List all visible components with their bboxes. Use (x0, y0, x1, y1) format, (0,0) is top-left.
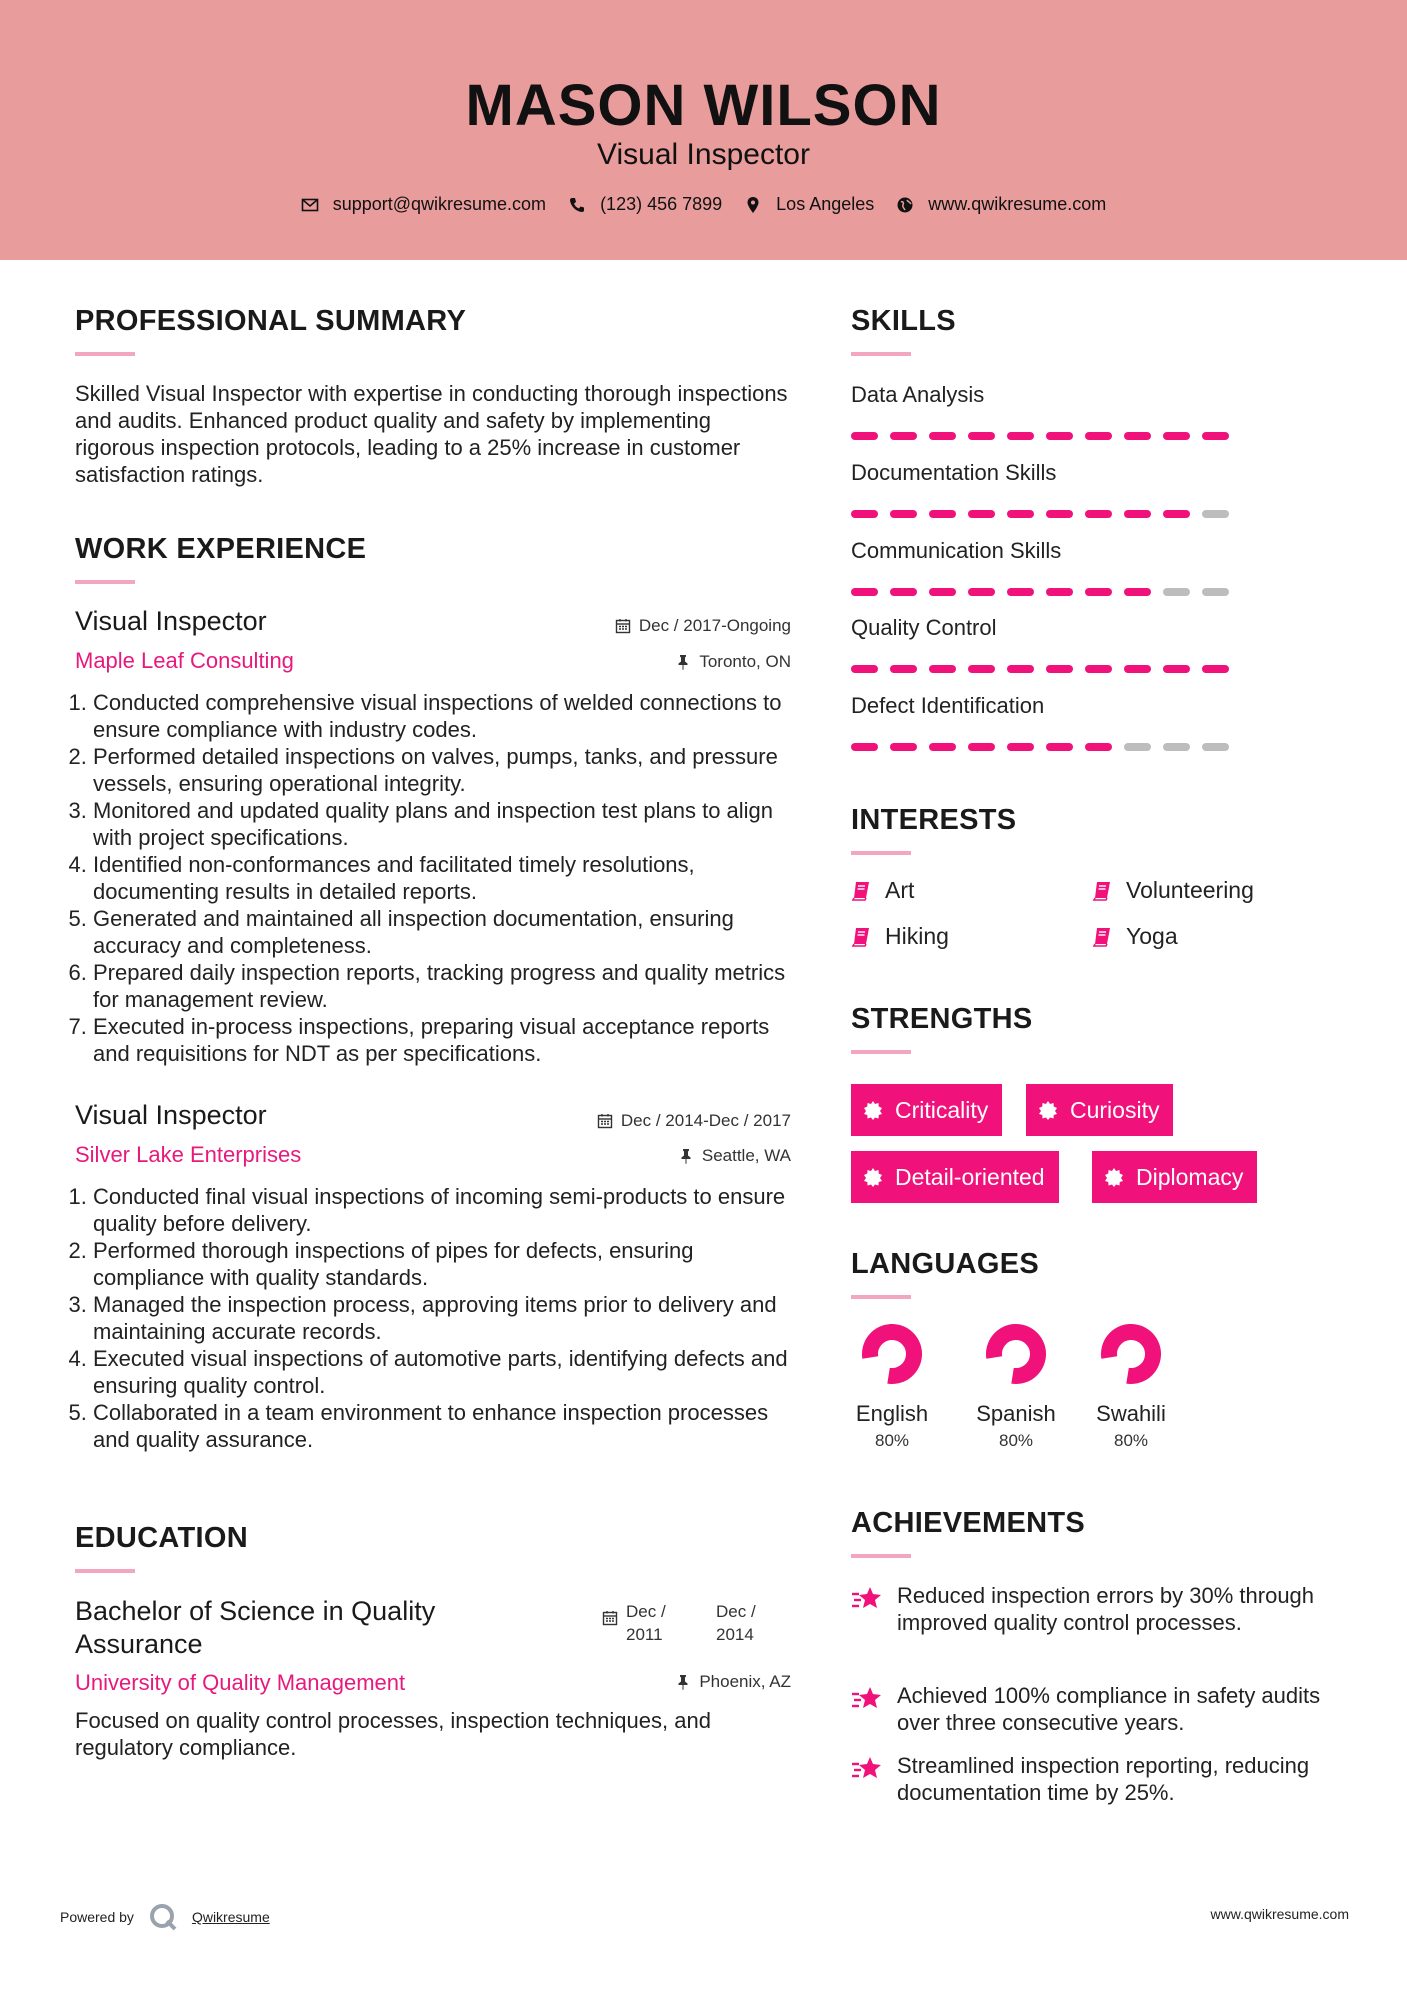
language-ring (860, 1322, 924, 1386)
skill-dash-empty (1163, 588, 1190, 596)
education-degree: Bachelor of Science in Quality Assurance (75, 1596, 436, 1659)
skill-dash-filled (1085, 510, 1112, 518)
skill-dash-filled (1202, 432, 1229, 440)
job-1-bullets (75, 689, 800, 1067)
experience-underline (75, 580, 135, 584)
skill-dash-filled (851, 588, 878, 596)
languages-heading: LANGUAGES (851, 1248, 1039, 1280)
contact-location (744, 194, 874, 215)
skill-dash-filled (1007, 665, 1034, 673)
skill-dash-filled (890, 510, 917, 518)
strength-label: Diplomacy (1136, 1163, 1244, 1190)
language-progress-arc (994, 1332, 1038, 1376)
interest-item (851, 923, 949, 950)
interest-label: Yoga (1126, 923, 1178, 949)
star-badge-icon (851, 1584, 883, 1614)
skill-dash-filled (929, 432, 956, 440)
skill-dash-filled (968, 432, 995, 440)
footer-powered-by (60, 1902, 270, 1932)
education-date-end: Dec / 2014 (716, 1602, 756, 1644)
skill-label: Documentation Skills (851, 460, 1057, 485)
skill-dash-filled (1085, 665, 1112, 673)
strength-chip (851, 1084, 1002, 1136)
language-percent: 80% (874, 1431, 910, 1450)
job-1-bullet: 2. Performed detailed inspections on valves, pumps, tanks, and pressure vessels, ensuring operational integrity. (93, 743, 800, 797)
job-1-location-text: Toronto, ON (699, 652, 791, 671)
map-pin-icon (744, 196, 762, 214)
interest-label: Art (885, 877, 915, 903)
skill-dash-filled (1163, 432, 1190, 440)
skill-dash-filled (1007, 743, 1034, 751)
skill-dash-filled (890, 665, 917, 673)
skill-dash-filled (1046, 588, 1073, 596)
job-1-location (675, 652, 791, 672)
interest-label: Hiking (885, 923, 949, 949)
achievement-text: Achieved 100% compliance in safety audits over three consecutive years. (897, 1683, 1321, 1735)
skill-dash-filled (1007, 510, 1034, 518)
skill-rating (851, 432, 1229, 440)
education-location (675, 1672, 791, 1692)
skill-dash-filled (890, 432, 917, 440)
job-1-bullet: 7. Executed in-process inspections, preparing visual acceptance reports and requisitions for NDT as per specifications. (93, 1013, 800, 1067)
skill-dash-filled (929, 743, 956, 751)
education-school: University of Quality Management (75, 1670, 406, 1695)
interest-label: Volunteering (1126, 877, 1254, 903)
job-2-date-text: Dec / 2014-Dec / 2017 (620, 1111, 791, 1130)
education-date-start: Dec / 2011 (626, 1602, 666, 1644)
languages-underline (851, 1295, 911, 1299)
skill-dash-filled (968, 510, 995, 518)
job-2-location-text: Seattle, WA (701, 1146, 791, 1165)
language-ring (1099, 1322, 1163, 1386)
envelope-icon (301, 196, 319, 214)
job-1-bullet: 4. Identified non-conformances and facilitated timely resolutions, documenting results in detailed reports. (93, 851, 800, 905)
job-2-bullet: 2. Performed thorough inspections of pipes for defects, ensuring compliance with quality standards. (93, 1237, 800, 1291)
skill-dash-filled (968, 665, 995, 673)
job-2-location (678, 1146, 791, 1166)
job-2-bullet: 3. Managed the inspection process, approving items prior to delivery and maintaining accurate records. (93, 1291, 800, 1345)
interests-heading: INTERESTS (851, 804, 1017, 836)
contact-website[interactable] (896, 194, 1106, 215)
candidate-name: MASON WILSON (465, 73, 942, 138)
achievement-text: Streamlined inspection reporting, reducing documentation time by 25%. (897, 1753, 1310, 1805)
job-1-bullet: 5. Generated and maintained all inspection documentation, ensuring accuracy and completeness. (93, 905, 800, 959)
job-2-title: Visual Inspector (75, 1100, 267, 1130)
job-1-bullet: 1. Conducted comprehensive visual inspections of welded connections to ensure compliance with industry codes. (93, 689, 800, 743)
language-name: English (855, 1401, 929, 1426)
skill-label: Quality Control (851, 615, 997, 640)
pushpin-icon (675, 1674, 691, 1690)
skill-dash-filled (968, 743, 995, 751)
skill-dash-filled (1124, 588, 1151, 596)
skill-dash-filled (1085, 432, 1112, 440)
book-icon (851, 926, 871, 948)
location-text: Los Angeles (776, 194, 875, 214)
job-2-bullet: 1. Conducted final visual inspections of incoming semi-products to ensure quality before delivery. (93, 1183, 800, 1237)
strength-label: Curiosity (1070, 1096, 1160, 1123)
language-percent: 80% (1113, 1431, 1149, 1450)
language-item (1076, 1322, 1186, 1451)
skill-dash-filled (1085, 743, 1112, 751)
education-underline (75, 1569, 135, 1573)
summary-underline (75, 352, 135, 356)
skill-dash-empty (1163, 743, 1190, 751)
language-item (961, 1322, 1071, 1451)
skill-dash-filled (1046, 665, 1073, 673)
interest-item (1092, 923, 1178, 950)
skill-label: Data Analysis (851, 382, 985, 407)
skill-dash-empty (1202, 743, 1229, 751)
calendar-icon (615, 618, 631, 634)
badge-icon (863, 1100, 883, 1120)
contact-phone[interactable] (568, 194, 722, 215)
strength-chip (1092, 1151, 1257, 1203)
summary-heading: PROFESSIONAL SUMMARY (75, 305, 467, 337)
job-1-company: Maple Leaf Consulting (75, 648, 294, 673)
skill-dash-filled (851, 432, 878, 440)
achievement-item (851, 1582, 1331, 1636)
job-2-bullet: 5. Collaborated in a team environment to enhance inspection processes and quality assurance. (93, 1399, 800, 1453)
skill-rating (851, 510, 1229, 518)
skill-dash-filled (1163, 510, 1190, 518)
job-2-company: Silver Lake Enterprises (75, 1142, 302, 1167)
footer-url[interactable]: www.qwikresume.com (1210, 1906, 1349, 1922)
skill-rating (851, 588, 1229, 596)
skill-dash-filled (1085, 588, 1112, 596)
achievement-text: Reduced inspection errors by 30% through improved quality control processes. (897, 1583, 1315, 1635)
job-1-date-text: Dec / 2017-Ongoing (638, 616, 791, 635)
skill-dash-filled (890, 588, 917, 596)
skill-dash-filled (1007, 588, 1034, 596)
pushpin-icon (675, 654, 691, 670)
skill-dash-filled (1007, 432, 1034, 440)
skill-dash-filled (968, 588, 995, 596)
website-text: www.qwikresume.com (928, 194, 1107, 214)
skill-dash-filled (929, 588, 956, 596)
achievement-item (851, 1752, 1331, 1806)
skill-label: Defect Identification (851, 693, 1045, 718)
star-badge-icon (851, 1684, 883, 1714)
strengths-heading: STRENGTHS (851, 1003, 1033, 1035)
language-item (837, 1322, 947, 1451)
language-ring (984, 1322, 1048, 1386)
skill-label: Communication Skills (851, 538, 1062, 563)
interest-item (851, 877, 914, 904)
skill-dash-filled (1046, 743, 1073, 751)
job-1-date (615, 616, 791, 636)
skill-dash-filled (1124, 665, 1151, 673)
strengths-underline (851, 1050, 911, 1054)
achievements-heading: ACHIEVEMENTS (851, 1507, 1086, 1539)
skill-dash-empty (1202, 588, 1229, 596)
badge-icon (863, 1167, 883, 1187)
skill-dash-filled (851, 665, 878, 673)
calendar-icon (597, 1113, 613, 1129)
skill-dash-filled (1202, 665, 1229, 673)
phone-text: (123) 456 7899 (600, 194, 723, 214)
skill-dash-filled (929, 510, 956, 518)
skill-dash-empty (1124, 743, 1151, 751)
skill-dash-filled (929, 665, 956, 673)
skill-rating (851, 665, 1229, 673)
strength-label: Detail-oriented (895, 1163, 1045, 1190)
globe-icon (896, 196, 914, 214)
skill-dash-filled (1046, 432, 1073, 440)
achievements-underline (851, 1554, 911, 1558)
qwikresume-link[interactable]: Qwikresume (191, 1909, 270, 1925)
qwikresume-logo-icon (148, 1902, 178, 1932)
skill-dash-filled (851, 510, 878, 518)
powered-by-label: Powered by (60, 1909, 134, 1925)
phone-icon (568, 196, 586, 214)
education-description: Focused on quality control processes, inspection techniques, and regulatory compliance. (75, 1708, 711, 1760)
summary-text: Skilled Visual Inspector with expertise in conducting thorough inspections and audits. Enhanced product quality and safety by implementing rigorous inspection protocols, leading to a 25% increase in customer satisfaction ratings. (75, 381, 788, 487)
pushpin-icon (678, 1148, 694, 1164)
skill-dash-empty (1202, 510, 1229, 518)
badge-icon (1038, 1100, 1058, 1120)
job-1-bullet: 6. Prepared daily inspection reports, tracking progress and quality metrics for management review. (93, 959, 800, 1013)
contact-bar (0, 194, 1407, 215)
language-percent: 80% (998, 1431, 1034, 1450)
job-1-title: Visual Inspector (75, 606, 267, 636)
achievement-item (851, 1682, 1331, 1736)
calendar-icon (602, 1610, 618, 1626)
education-location-text: Phoenix, AZ (699, 1672, 791, 1691)
interest-item (1092, 877, 1254, 904)
badge-icon (1104, 1167, 1124, 1187)
language-name: Swahili (1096, 1401, 1166, 1426)
skills-underline (851, 352, 911, 356)
education-heading: EDUCATION (75, 1522, 248, 1554)
job-2-date (597, 1111, 791, 1131)
resume-header (0, 0, 1407, 260)
language-progress-arc (870, 1332, 914, 1376)
skill-dash-filled (1124, 510, 1151, 518)
star-badge-icon (851, 1754, 883, 1784)
skill-dash-filled (1046, 510, 1073, 518)
strength-label: Criticality (895, 1096, 989, 1123)
experience-heading: WORK EXPERIENCE (75, 533, 367, 565)
interests-underline (851, 851, 911, 855)
language-name: Spanish (976, 1401, 1056, 1426)
job-2-bullet: 4. Executed visual inspections of automotive parts, identifying defects and ensuring quality control. (93, 1345, 800, 1399)
skill-dash-filled (851, 743, 878, 751)
strength-chip (851, 1151, 1059, 1203)
contact-email[interactable] (301, 194, 546, 215)
skill-rating (851, 743, 1229, 751)
book-icon (1092, 926, 1112, 948)
education-dates (602, 1600, 776, 1646)
language-progress-arc (1109, 1332, 1153, 1376)
job-2-bullets (75, 1183, 800, 1453)
email-text: support@qwikresume.com (332, 194, 547, 214)
skill-dash-filled (1163, 665, 1190, 673)
skill-dash-filled (890, 743, 917, 751)
book-icon (1092, 880, 1112, 902)
book-icon (851, 880, 871, 902)
candidate-title: Visual Inspector (597, 138, 810, 171)
strength-chip (1026, 1084, 1173, 1136)
skill-dash-filled (1124, 432, 1151, 440)
job-1-bullet: 3. Monitored and updated quality plans and inspection test plans to align with project specifications. (93, 797, 800, 851)
skills-heading: SKILLS (851, 305, 956, 337)
